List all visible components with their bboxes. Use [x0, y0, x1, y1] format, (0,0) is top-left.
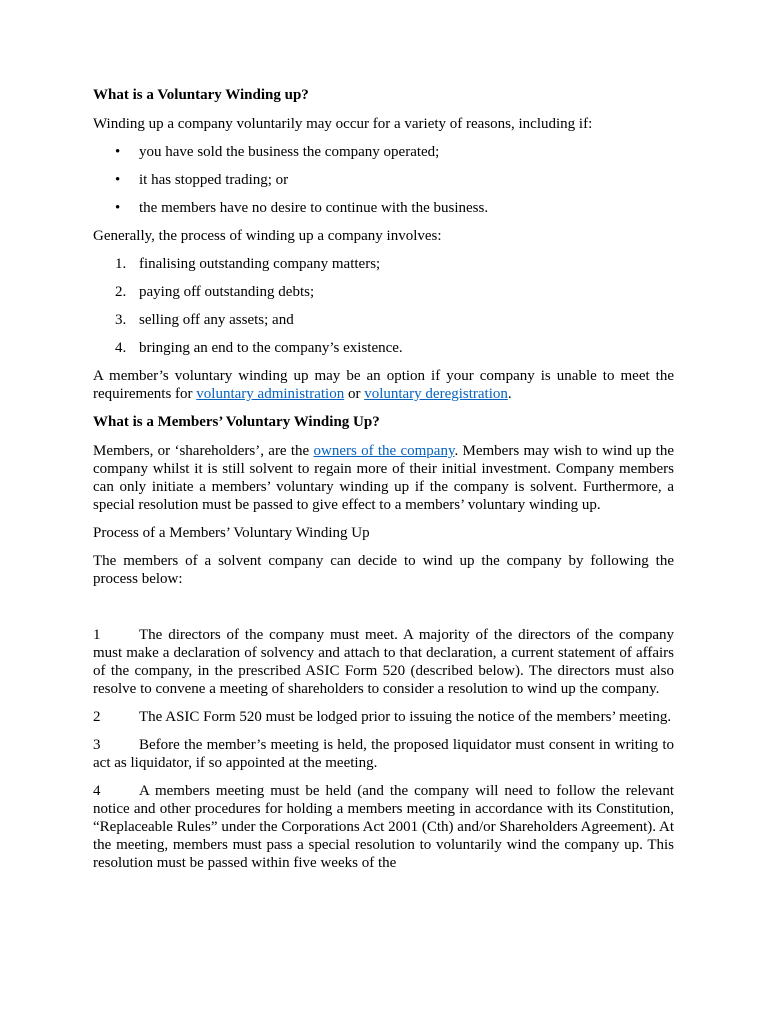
process-step	[93, 626, 674, 698]
section-heading-members-voluntary-winding-up: What is a Members’ Voluntary Winding Up?	[93, 414, 380, 430]
process-step	[93, 782, 674, 872]
list-item-text: the members have no desire to continue with the business.	[139, 200, 489, 216]
bullet-marker: •	[115, 200, 121, 216]
process-list	[93, 255, 674, 357]
voluntary-administration-link[interactable]: voluntary administration	[196, 386, 345, 402]
bullet-marker: •	[115, 172, 121, 188]
section-heading-voluntary-winding-up: What is a Voluntary Winding up?	[93, 87, 309, 103]
list-number: 4.	[115, 340, 127, 356]
list-item	[93, 339, 674, 357]
process-step	[93, 708, 674, 726]
members-text-after: . Members may wish to wind up the company whilst it is still solvent to regain more of their initial investment. Company members can only initiate a members’ voluntary winding up if the company is solvent. Furthermore, a special resolution must be passed to give effect to a members’ voluntary winding up.	[93, 443, 674, 513]
list-number: 2.	[115, 284, 127, 300]
process-subheading: Process of a Members’ Voluntary Winding Up	[93, 525, 370, 541]
solvent-process-intro: The members of a solvent company can decide to wind up the company by following the process below:	[93, 553, 674, 587]
members-text-before: Members, or ‘shareholders’, are the	[93, 443, 314, 459]
list-item	[93, 311, 674, 329]
step-text: A members meeting must be held (and the company will need to follow the relevant notice and other procedures for holding a members meeting in accordance with its Constitution, “Replaceable Rules” under the Corporations Act 2001 (Cth) and/or Shareholders Agreement). At the meeting, members must pass a special resolution to voluntarily wind the company up. This resolution must be passed within five weeks of the	[93, 783, 674, 871]
step-text: Before the member’s meeting is held, the proposed liquidator must consent in writing to act as liquidator, if so appointed at the meeting.	[93, 737, 674, 771]
process-intro-paragraph: Generally, the process of winding up a company involves:	[93, 228, 442, 244]
step-number: 3	[93, 737, 101, 753]
list-item	[93, 283, 674, 301]
list-item-text: it has stopped trading; or	[139, 172, 289, 188]
step-number: 1	[93, 627, 101, 643]
list-number: 3.	[115, 312, 127, 328]
list-item-text: you have sold the business the company operated;	[139, 144, 440, 160]
owners-of-the-company-link[interactable]: owners of the company	[313, 443, 455, 459]
list-item	[93, 199, 674, 217]
list-item-text: finalising outstanding company matters;	[139, 256, 381, 272]
list-item	[93, 255, 674, 273]
blank-line	[93, 598, 674, 626]
list-number: 1.	[115, 256, 127, 272]
voluntary-deregistration-link[interactable]: voluntary deregistration	[364, 386, 508, 402]
intro-paragraph: Winding up a company voluntarily may occur for a variety of reasons, including if:	[93, 116, 593, 132]
process-step	[93, 736, 674, 772]
step-number: 4	[93, 783, 101, 799]
options-text-before: A member’s voluntary winding up may be an option if your company is unable to meet the requirements for	[93, 368, 674, 402]
bullet-marker: •	[115, 144, 121, 160]
list-item-text: selling off any assets; and	[139, 312, 294, 328]
list-item	[93, 143, 674, 161]
step-number: 2	[93, 709, 101, 725]
members-paragraph	[93, 442, 674, 514]
list-item-text: bringing an end to the company’s existence.	[139, 340, 403, 356]
step-text: The ASIC Form 520 must be lodged prior to issuing the notice of the members’ meeting.	[139, 709, 672, 725]
options-text-middle: or	[344, 386, 365, 402]
reasons-list	[93, 143, 674, 217]
list-item-text: paying off outstanding debts;	[139, 284, 315, 300]
step-text: The directors of the company must meet. A majority of the directors of the company must make a declaration of solvency and attach to that declaration, a current statement of affairs of the company, in the prescribed ASIC Form 520 (described below). The directors must also resolve to convene a meeting of shareholders to consider a resolution to wind up the company.	[93, 627, 674, 697]
options-text-after: .	[507, 386, 512, 402]
options-paragraph	[93, 367, 674, 403]
list-item	[93, 171, 674, 189]
document-page	[93, 86, 674, 882]
